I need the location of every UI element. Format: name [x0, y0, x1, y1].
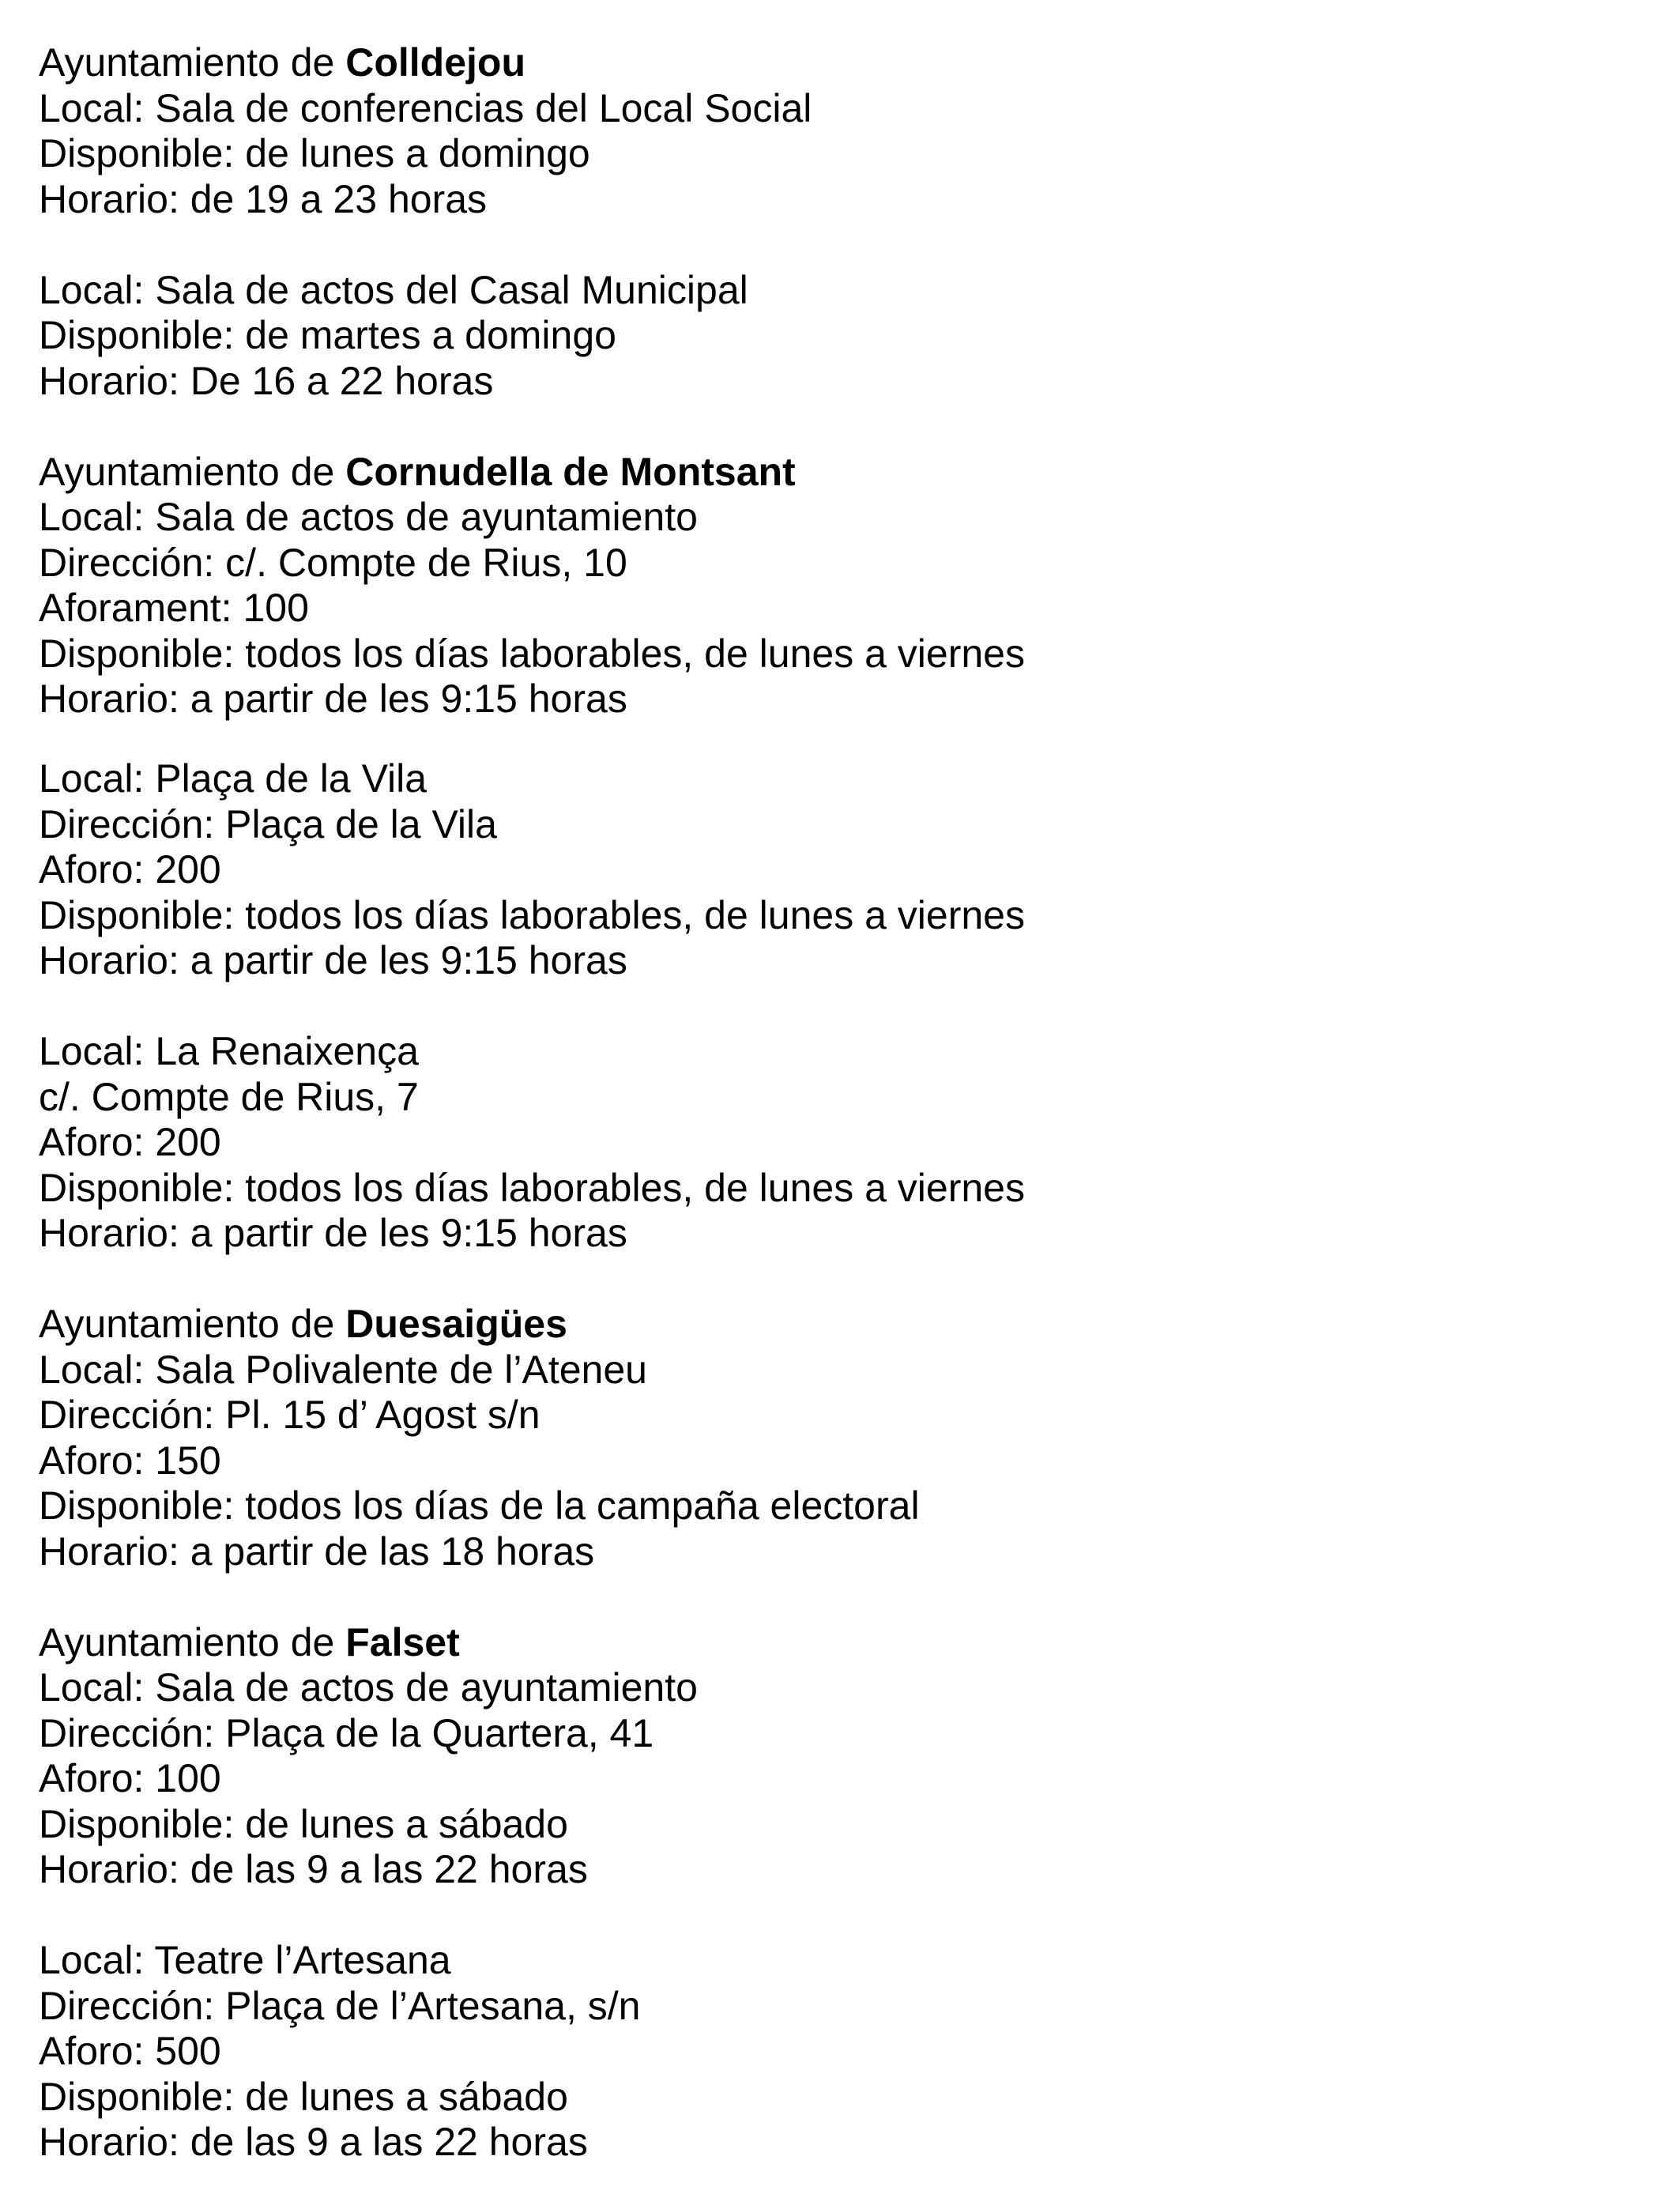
heading-prefix: Ayuntamiento de [39, 449, 346, 494]
municipality-heading [39, 1302, 1680, 1348]
venue-line: Dirección: c/. Compte de Rius, 10 [39, 540, 627, 585]
venue-line: c/. Compte de Rius, 7 [39, 1074, 419, 1119]
venue-line: Horario: a partir de les 9:15 horas [39, 1211, 627, 1255]
venue-line: Local: Sala Polivalente de l’Ateneu [39, 1347, 647, 1392]
municipality-heading [39, 450, 1680, 496]
venue-block [39, 1665, 1680, 1893]
municipality-colldejou [39, 40, 1680, 404]
venue-line: Local: Sala de actos de ayuntamiento [39, 495, 698, 539]
municipality-name: Colldejou [345, 40, 525, 85]
municipality-heading [39, 40, 1680, 86]
venue-line: Horario: De 16 a 22 horas [39, 358, 494, 403]
venue-line: Aforo: 200 [39, 1120, 221, 1164]
venue-block [39, 1029, 1680, 1257]
venue-line: Disponible: de lunes a sábado [39, 2074, 568, 2119]
venue-block [39, 1938, 1680, 2166]
venue-block [39, 756, 1680, 984]
venue-line: Aforo: 200 [39, 847, 221, 892]
venue-line: Dirección: Plaça de l’Artesana, s/n [39, 1983, 641, 2028]
venue-line: Disponible: de martes a domingo [39, 313, 616, 357]
venue-line: Horario: de las 9 a las 22 horas [39, 1847, 588, 1891]
venue-line: Horario: a partir de las 18 horas [39, 1529, 595, 1574]
venue-line: Disponible: de lunes a sábado [39, 1801, 568, 1846]
municipality-cornudella [39, 450, 1680, 1257]
municipality-heading [39, 1620, 1680, 1666]
venue-block [39, 86, 1680, 223]
venue-block [39, 1348, 1680, 1575]
municipality-name: Falset [345, 1619, 460, 1664]
heading-prefix: Ayuntamiento de [39, 40, 346, 85]
heading-prefix: Ayuntamiento de [39, 1302, 346, 1346]
municipality-duesaigues [39, 1302, 1680, 1574]
heading-prefix: Ayuntamiento de [39, 1619, 346, 1664]
venue-line: Local: Sala de actos de ayuntamiento [39, 1665, 698, 1710]
venue-line: Local: Sala de conferencias del Local Social [39, 85, 812, 130]
venue-line: Dirección: Plaça de la Vila [39, 801, 497, 846]
municipality-name: Duesaigües [345, 1302, 567, 1346]
venue-line: Local: Sala de actos del Casal Municipal [39, 267, 748, 312]
municipality-name: Cornudella de Montsant [345, 449, 796, 494]
venue-line: Aforo: 500 [39, 2029, 221, 2073]
venue-line: Disponible: todos los días laborables, de lunes a viernes [39, 892, 1025, 937]
venue-line: Aforament: 100 [39, 586, 309, 630]
venue-line: Disponible: todos los días de la campaña electoral [39, 1483, 920, 1528]
venue-line: Local: La Renaixença [39, 1029, 419, 1073]
venue-block [39, 268, 1680, 405]
venue-line: Horario: de 19 a 23 horas [39, 176, 488, 221]
venue-line: Local: Teatre l’Artesana [39, 1938, 451, 1982]
venue-line: Aforo: 100 [39, 1756, 221, 1800]
venue-line: Aforo: 150 [39, 1438, 221, 1483]
venue-line: Horario: de las 9 a las 22 horas [39, 2120, 588, 2164]
venue-line: Horario: a partir de les 9:15 horas [39, 938, 627, 982]
venue-line: Disponible: todos los días laborables, de lunes a viernes [39, 1165, 1025, 1210]
municipality-falset [39, 1620, 1680, 2166]
venue-line: Disponible: todos los días laborables, de lunes a viernes [39, 631, 1025, 676]
venue-block [39, 495, 1680, 722]
venue-line: Dirección: Pl. 15 d’ Agost s/n [39, 1393, 541, 1437]
venue-line: Horario: a partir de les 9:15 horas [39, 677, 627, 721]
venue-line: Disponible: de lunes a domingo [39, 131, 590, 175]
venue-line: Local: Plaça de la Vila [39, 756, 428, 801]
venue-line: Dirección: Plaça de la Quartera, 41 [39, 1710, 654, 1755]
